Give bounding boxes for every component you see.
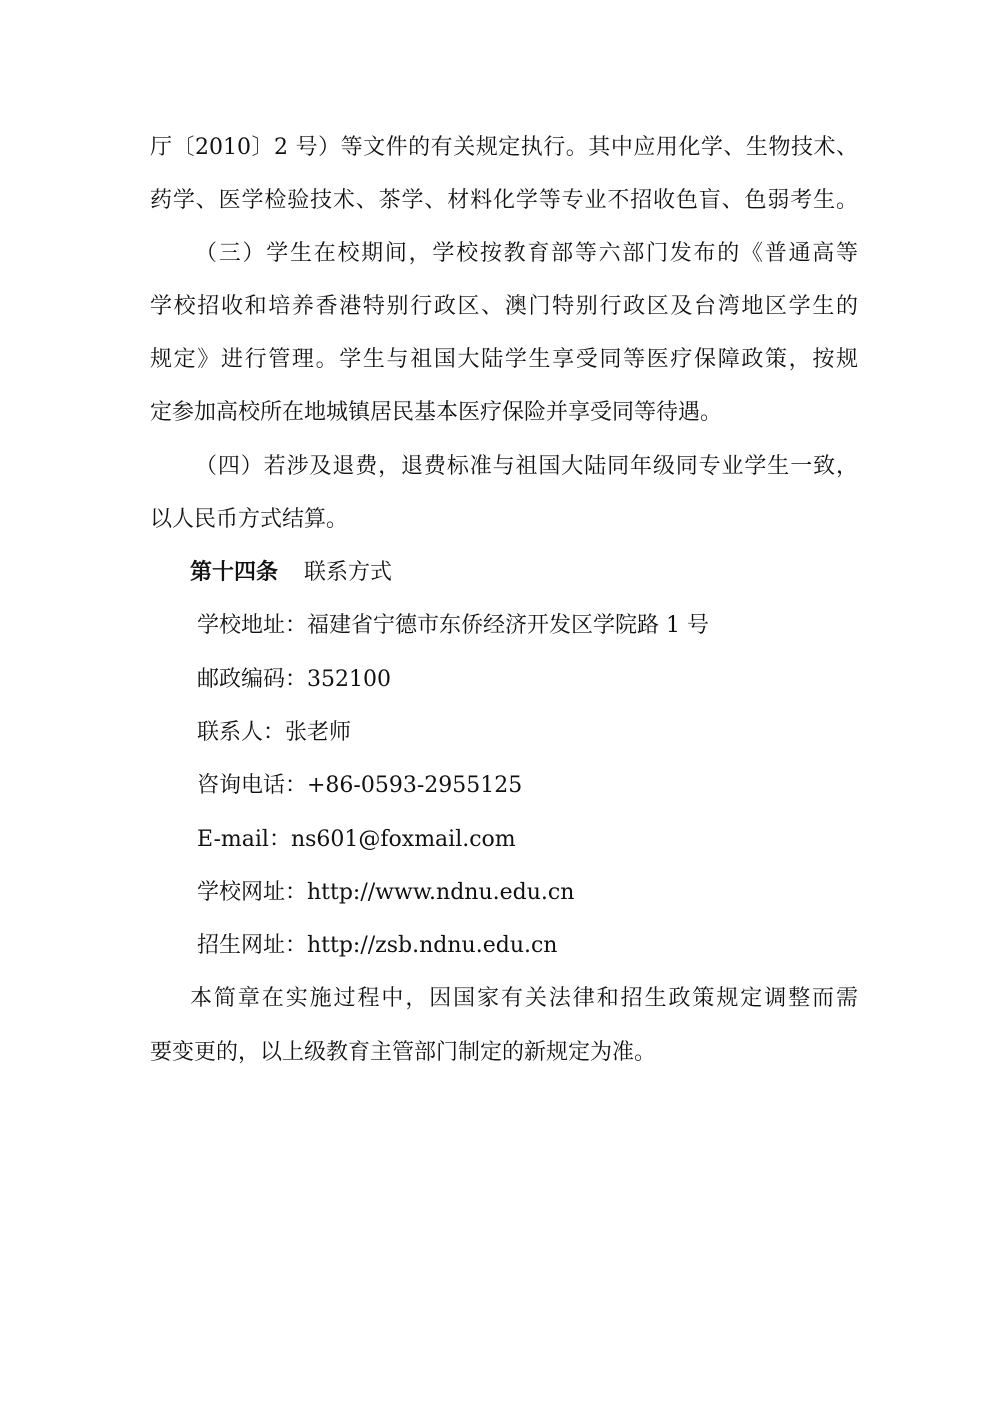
paragraph-line: 药学、医学检验技术、茶学、材料化学等专业不招收色盲、色弱考生。 xyxy=(150,188,858,213)
article-number: 第十四条 xyxy=(190,560,279,585)
paragraph-line: （四）若涉及退费，退费标准与祖国大陆同年级同专业学生一致， xyxy=(195,454,858,479)
paragraph-line: 规定》进行管理。学生与祖国大陆学生享受同等医疗保障政策，按规 xyxy=(150,347,858,372)
contact-phone: 咨询电话：+86-0593-2955125 xyxy=(197,773,523,798)
paragraph-line: 学校招收和培养香港特别行政区、澳门特别行政区及台湾地区学生的 xyxy=(150,294,858,319)
paragraph-line: （三）学生在校期间，学校按教育部等六部门发布的《普通高等 xyxy=(195,241,858,266)
paragraph-line: 定参加高校所在地城镇居民基本医疗保险并享受同等待遇。 xyxy=(150,400,723,425)
contact-admission-site: 招生网址：http://zsb.ndnu.edu.cn xyxy=(197,933,558,958)
contact-address: 学校地址：福建省宁德市东侨经济开发区学院路 1 号 xyxy=(197,613,709,638)
closing-line: 本简章在实施过程中，因国家有关法律和招生政策规定调整而需 xyxy=(190,986,858,1011)
closing-line: 要变更的，以上级教育主管部门制定的新规定为准。 xyxy=(150,1040,657,1065)
article-title: 联系方式 xyxy=(304,560,393,585)
contact-person: 联系人：张老师 xyxy=(197,720,352,745)
paragraph-line: 厅〔2010〕2 号）等文件的有关规定执行。其中应用化学、生物技术、 xyxy=(150,135,858,160)
article-heading xyxy=(190,559,392,587)
contact-school-site: 学校网址：http://www.ndnu.edu.cn xyxy=(197,880,575,905)
paragraph-line: 以人民币方式结算。 xyxy=(150,507,349,532)
contact-postcode: 邮政编码：352100 xyxy=(197,667,391,692)
contact-email: E-mail：ns601@foxmail.com xyxy=(197,827,516,852)
